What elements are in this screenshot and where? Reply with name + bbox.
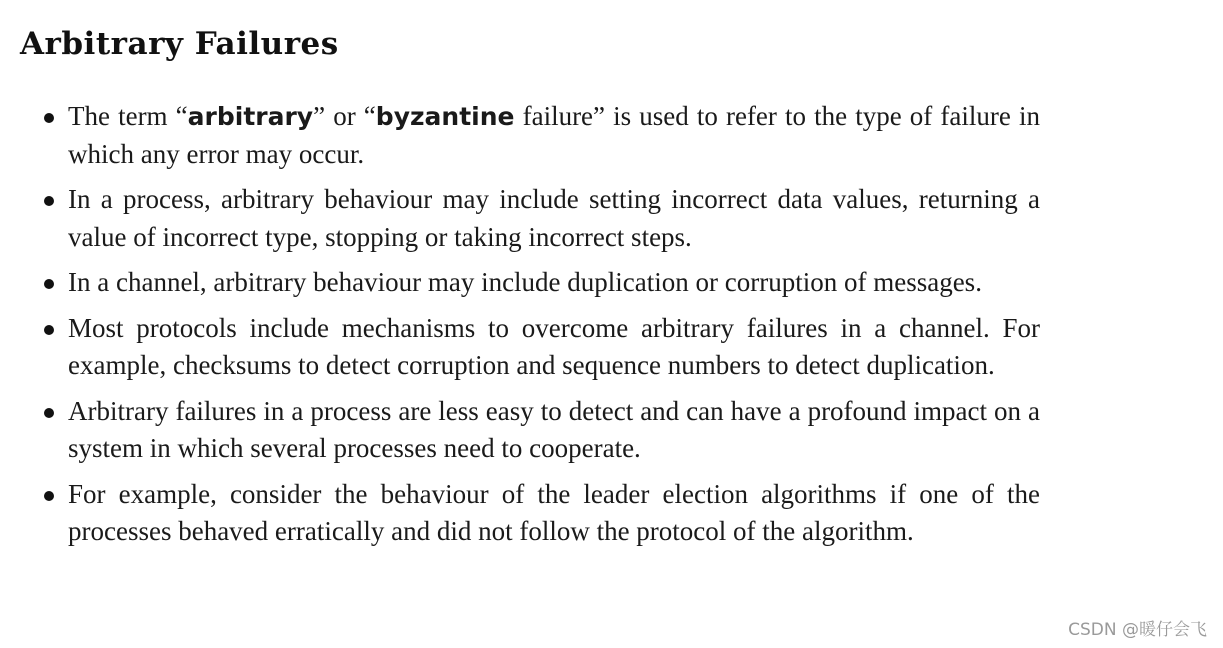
bullet-dot-icon [44,196,54,206]
bullet-text-middle: ” or “ [313,101,376,131]
bullet-dot-icon [44,325,54,335]
bold-term-arbitrary: arbitrary [187,102,314,131]
bullet-dot-icon [44,408,54,418]
bullet-item-protocol-mechanisms [40,310,1040,385]
bullet-item-leader-election-example [40,476,1040,551]
bullet-text: Arbitrary failures in a process are less easy to detect and can have a profound impact on a system in which several processes need to cooperate. [68,395,1040,463]
bold-term-byzantine: byzantine [375,102,515,131]
bullet-item-channel-behaviour [40,264,1040,302]
bullet-text-before: The term “ [68,101,188,131]
bullet-list [40,98,1040,559]
bullet-text: In a channel, arbitrary behaviour may include duplication or corruption of messages. [68,267,982,297]
bullet-item-process-behaviour [40,181,1040,256]
bullet-text: In a process, arbitrary behaviour may include setting incorrect data values, returning a value of incorrect type, stopping or taking incorrect steps. [68,184,1040,252]
section-title: Arbitrary Failures [20,26,339,62]
watermark: CSDN @暖仔会飞 [1068,620,1207,640]
bullet-text: Most protocols include mechanisms to overcome arbitrary failures in a channel. For example, checksums to detect corruption and sequence numbers to detect duplication. [68,312,1040,380]
bullet-text-after: failure” is used to refer to the type of failure in which any error may occur. [68,101,1040,169]
bullet-dot-icon [44,279,54,289]
bullet-text: For example, consider the behaviour of the leader election algorithms if one of the processes behaved erratically and did not follow the protocol of the algorithm. [68,478,1040,546]
bullet-dot-icon [44,491,54,501]
bullet-item-term-definition [40,98,1040,173]
bullet-dot-icon [44,113,54,123]
bullet-item-process-failures [40,393,1040,468]
